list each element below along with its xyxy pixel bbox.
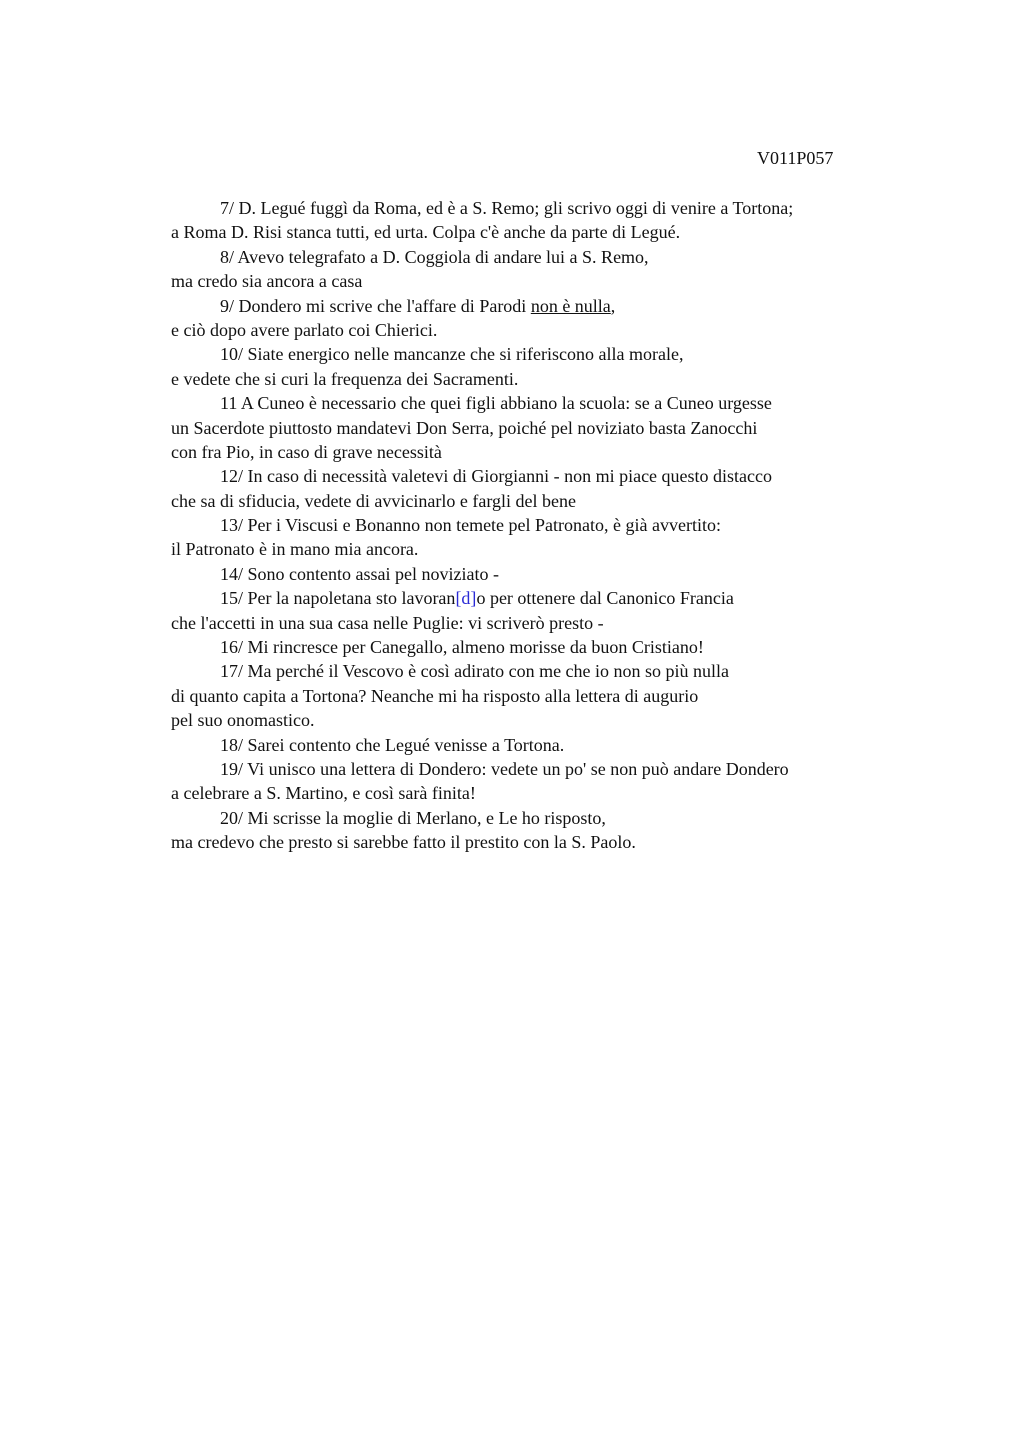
paragraph-continuation-line [171, 367, 931, 391]
line-text: 20/ Mi scrisse la moglie di Merlano, e Le ho risposto, [220, 807, 606, 828]
paragraph-first-line [171, 635, 931, 659]
line-text: , [610, 295, 616, 316]
line-text: di quanto capita a Tortona? Neanche mi ha risposto alla lettera di augurio [171, 685, 699, 706]
paragraph-continuation-line [171, 830, 931, 854]
paragraph-first-line [171, 196, 931, 220]
line-text: ma credo sia ancora a casa [171, 271, 363, 292]
line-text: 14/ Sono contento assai pel noviziato - [220, 563, 499, 584]
line-text: 18/ Sarei contento che Legué venisse a Tortona. [220, 734, 565, 755]
line-text: o per ottenere dal Canonico Francia [476, 588, 734, 609]
line-text: 11 A Cuneo è necessario che quei figli abbiano la scuola: se a Cuneo urgesse [220, 393, 772, 414]
line-text: che sa di sfiducia, vedete di avvicinarlo e fargli del bene [171, 490, 576, 511]
line-text: 15/ Per la napoletana sto lavoran [220, 588, 456, 609]
line-text: 10/ Siate energico nelle mancanze che si riferiscono alla morale, [220, 344, 684, 365]
line-text: 19/ Vi unisco una lettera di Dondero: vedete un po' se non può andare Dondero [220, 758, 789, 779]
paragraph-first-line [171, 733, 931, 757]
line-text: a celebrare a S. Martino, e così sarà finita! [171, 783, 476, 804]
paragraph-continuation-line [171, 440, 931, 464]
paragraph-first-line [171, 806, 931, 830]
underlined-text: non è nulla [530, 295, 611, 316]
paragraph-first-line [171, 586, 931, 610]
paragraph-continuation-line [171, 537, 931, 561]
line-text: che l'accetti in una sua casa nelle Puglie: vi scriverò presto - [171, 612, 604, 633]
paragraph-first-line [171, 659, 931, 683]
line-text: con fra Pio, in caso di grave necessità [171, 441, 442, 462]
paragraph-continuation-line [171, 416, 931, 440]
line-text: 17/ Ma perché il Vescovo è così adirato con me che io non so più nulla [220, 661, 730, 682]
paragraph-first-line [171, 513, 931, 537]
letter-body [171, 196, 931, 855]
paragraph-first-line [171, 342, 931, 366]
page-id: V011P057 [757, 148, 834, 168]
line-text: 12/ In caso di necessità valetevi di Giorgianni - non mi piace questo distacco [220, 466, 773, 487]
paragraph-first-line [171, 245, 931, 269]
line-text: 16/ Mi rincresce per Canegallo, almeno morisse da buon Cristiano! [220, 637, 704, 658]
paragraph-continuation-line [171, 220, 931, 244]
line-text: 8/ Avevo telegrafato a D. Coggiola di andare lui a S. Remo, [220, 246, 649, 267]
line-text: il Patronato è in mano mia ancora. [171, 539, 419, 560]
line-text: 13/ Per i Viscusi e Bonanno non temete pel Patronato, è già avvertito: [220, 515, 721, 536]
paragraph-continuation-line [171, 269, 931, 293]
paragraph-continuation-line [171, 489, 931, 513]
paragraph-continuation-line [171, 781, 931, 805]
editorial-insertion: [d] [455, 588, 477, 609]
line-text: e ciò dopo avere parlato coi Chierici. [171, 319, 438, 340]
paragraph-first-line [171, 391, 931, 415]
line-text: 7/ D. Legué fuggì da Roma, ed è a S. Remo; gli scrivo oggi di venire a Tortona; [220, 198, 794, 218]
line-text: a Roma D. Risi stanca tutti, ed urta. Colpa c'è anche da parte di Legué. [171, 222, 681, 243]
line-text: e vedete che si curi la frequenza dei Sacramenti. [171, 368, 519, 389]
paragraph-first-line [171, 294, 931, 318]
line-text: un Sacerdote piuttosto mandatevi Don Serra, poiché pel noviziato basta Zanocchi [171, 417, 758, 438]
line-text: pel suo onomastico. [171, 710, 315, 731]
paragraph-first-line [171, 464, 931, 488]
line-text: 9/ Dondero mi scrive che l'affare di Parodi [220, 295, 531, 316]
paragraph-continuation-line [171, 318, 931, 342]
paragraph-first-line [171, 562, 931, 586]
paragraph-continuation-line [171, 611, 931, 635]
paragraph-continuation-line [171, 708, 931, 732]
line-text: ma credevo che presto si sarebbe fatto il prestito con la S. Paolo. [171, 832, 636, 853]
paragraph-first-line [171, 757, 931, 781]
paragraph-continuation-line [171, 684, 931, 708]
